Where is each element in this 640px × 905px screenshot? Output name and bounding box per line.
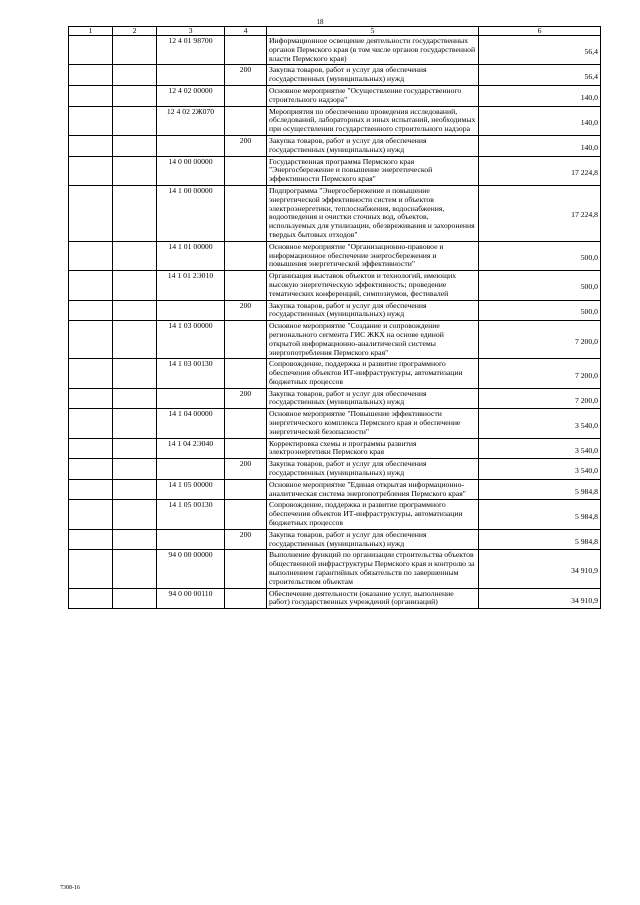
empty-cell: [113, 321, 157, 359]
empty-cell: [113, 359, 157, 388]
amount-cell: 5 984,8: [479, 479, 601, 500]
header-cell: 4: [225, 27, 267, 36]
code-cell: [157, 65, 225, 86]
table-row: [69, 588, 601, 609]
amount-cell: 56,4: [479, 65, 601, 86]
code-cell: 14 1 03 00000: [157, 321, 225, 359]
header-cell: 1: [69, 27, 113, 36]
name-cell: Основное мероприятие "Организационно-правовое и информационное обеспечение энергосбережения и повышения энергетической эффективности": [267, 241, 479, 270]
type-cell: [225, 185, 267, 241]
code-cell: 14 1 04 00000: [157, 409, 225, 438]
amount-cell: 3 540,0: [479, 459, 601, 480]
empty-cell: [113, 85, 157, 106]
amount-cell: 34 910,9: [479, 550, 601, 588]
code-cell: [157, 135, 225, 156]
header-cell: 5: [267, 27, 479, 36]
amount-cell: 500,0: [479, 300, 601, 321]
type-cell: [225, 500, 267, 529]
name-cell: Основное мероприятие "Создание и сопровождение регионального сегмента ГИС ЖКХ на основе единой открытой информационно-аналитической системы энергопотребления Пермского края": [267, 321, 479, 359]
amount-cell: 5 984,8: [479, 529, 601, 550]
table-row: [69, 459, 601, 480]
type-cell: [225, 36, 267, 65]
code-cell: [157, 529, 225, 550]
table-row: [69, 550, 601, 588]
page-number: 18: [316, 18, 324, 26]
empty-cell: [113, 241, 157, 270]
table-row: [69, 85, 601, 106]
type-cell: [225, 588, 267, 609]
code-cell: 14 1 04 2Э040: [157, 438, 225, 459]
empty-cell: [69, 135, 113, 156]
name-cell: Закупка товаров, работ и услуг для обеспечения государственных (муниципальных) нужд: [267, 388, 479, 409]
amount-cell: 140,0: [479, 135, 601, 156]
empty-cell: [69, 241, 113, 270]
header-cell: 2: [113, 27, 157, 36]
type-cell: [225, 156, 267, 185]
header-cell: 3: [157, 27, 225, 36]
type-cell: [225, 271, 267, 300]
empty-cell: [113, 388, 157, 409]
table-row: [69, 271, 601, 300]
table-row: [69, 321, 601, 359]
name-cell: Выполнение функций по организации строительства объектов общественной инфраструктуры Пермского края и контролю за выполнением гарантийных обязательств по завершенным строительством объектам: [267, 550, 479, 588]
name-cell: Закупка товаров, работ и услуг для обеспечения государственных (муниципальных) нужд: [267, 135, 479, 156]
name-cell: Государственная программа Пермского края "Энергосбережение и повышение энергетической эффективности Пермского края": [267, 156, 479, 185]
table-row: [69, 359, 601, 388]
header-cell: 6: [479, 27, 601, 36]
empty-cell: [69, 185, 113, 241]
empty-cell: [113, 65, 157, 86]
empty-cell: [69, 321, 113, 359]
table-row: [69, 500, 601, 529]
code-cell: 14 1 03 00130: [157, 359, 225, 388]
table-row: [69, 135, 601, 156]
amount-cell: 140,0: [479, 106, 601, 135]
empty-cell: [113, 271, 157, 300]
type-cell: 200: [225, 529, 267, 550]
type-cell: 200: [225, 300, 267, 321]
empty-cell: [69, 550, 113, 588]
code-cell: [157, 300, 225, 321]
name-cell: Основное мероприятие "Повышение эффективности энергетического комплекса Пермского края и обеспечение энергетической безопасности": [267, 409, 479, 438]
empty-cell: [113, 409, 157, 438]
table-row: [69, 409, 601, 438]
empty-cell: [69, 36, 113, 65]
table-row: [69, 479, 601, 500]
amount-cell: 7 200,0: [479, 388, 601, 409]
empty-cell: [69, 156, 113, 185]
empty-cell: [113, 106, 157, 135]
empty-cell: [69, 359, 113, 388]
empty-cell: [113, 156, 157, 185]
table-row: [69, 241, 601, 270]
amount-cell: 3 540,0: [479, 409, 601, 438]
empty-cell: [113, 185, 157, 241]
empty-cell: [113, 438, 157, 459]
type-cell: [225, 409, 267, 438]
name-cell: Корректировка схемы и программы развития электроэнергетики Пермского края: [267, 438, 479, 459]
table-row: [69, 438, 601, 459]
table-row: [69, 388, 601, 409]
table-row: [69, 185, 601, 241]
empty-cell: [113, 135, 157, 156]
type-cell: [225, 479, 267, 500]
code-cell: 12 4 02 2Ж070: [157, 106, 225, 135]
amount-cell: 5 984,8: [479, 500, 601, 529]
code-cell: [157, 388, 225, 409]
type-cell: [225, 241, 267, 270]
table-row: [69, 529, 601, 550]
type-cell: [225, 359, 267, 388]
type-cell: [225, 321, 267, 359]
amount-cell: 7 200,0: [479, 359, 601, 388]
name-cell: Основное мероприятие "Единая открытая информационно-аналитическая система энергопотребления Пермского края": [267, 479, 479, 500]
amount-cell: 17 224,8: [479, 156, 601, 185]
amount-cell: 17 224,8: [479, 185, 601, 241]
type-cell: [225, 438, 267, 459]
code-cell: 14 1 05 00130: [157, 500, 225, 529]
code-cell: 12 4 02 00000: [157, 85, 225, 106]
table-row: [69, 65, 601, 86]
footer-code: 7308-16: [60, 885, 80, 891]
code-cell: 14 1 01 2Э010: [157, 271, 225, 300]
amount-cell: 140,0: [479, 85, 601, 106]
code-cell: 14 1 01 00000: [157, 241, 225, 270]
code-cell: 12 4 01 98700: [157, 36, 225, 65]
type-cell: 200: [225, 459, 267, 480]
name-cell: Подпрограмма "Энергосбережение и повышение энергетической эффективности систем и объектов электроэнергетики, теплоснабжения, водоснабжения, водоотведения и очистки сточных вод, объектов, используемых для утилизации, обезвреживания и захоронения твердых бытовых отходов": [267, 185, 479, 241]
name-cell: Информационное освещение деятельности государственных органов Пермского края (в том числе органов государственной власти Пермского края): [267, 36, 479, 65]
empty-cell: [69, 300, 113, 321]
amount-cell: 34 910,9: [479, 588, 601, 609]
name-cell: Закупка товаров, работ и услуг для обеспечения государственных (муниципальных) нужд: [267, 459, 479, 480]
amount-cell: 500,0: [479, 271, 601, 300]
empty-cell: [69, 588, 113, 609]
empty-cell: [113, 300, 157, 321]
empty-cell: [69, 65, 113, 86]
empty-cell: [113, 529, 157, 550]
empty-cell: [113, 500, 157, 529]
amount-cell: 3 540,0: [479, 438, 601, 459]
empty-cell: [69, 479, 113, 500]
type-cell: 200: [225, 388, 267, 409]
table-row: [69, 106, 601, 135]
header-row: [69, 27, 601, 36]
empty-cell: [69, 85, 113, 106]
table-row: [69, 156, 601, 185]
empty-cell: [69, 529, 113, 550]
type-cell: 200: [225, 135, 267, 156]
name-cell: Мероприятия по обеспечению проведения исследований, обследований, лабораторных и иных испытаний, необходимых при осуществлении государственного строительного надзора: [267, 106, 479, 135]
name-cell: Закупка товаров, работ и услуг для обеспечения государственных (муниципальных) нужд: [267, 65, 479, 86]
amount-cell: 7 200,0: [479, 321, 601, 359]
name-cell: Сопровождение, поддержка и развитие программного обеспечения объектов ИТ-инфраструктуры, автоматизации бюджетных процессов: [267, 500, 479, 529]
empty-cell: [113, 588, 157, 609]
code-cell: [157, 459, 225, 480]
empty-cell: [69, 388, 113, 409]
empty-cell: [113, 550, 157, 588]
name-cell: Обеспечение деятельности (оказание услуг, выполнение работ) государственных учреждений (организаций): [267, 588, 479, 609]
empty-cell: [69, 106, 113, 135]
code-cell: 14 1 00 00000: [157, 185, 225, 241]
type-cell: 200: [225, 65, 267, 86]
table-row: [69, 36, 601, 65]
amount-cell: 500,0: [479, 241, 601, 270]
type-cell: [225, 85, 267, 106]
empty-cell: [69, 271, 113, 300]
budget-table: [68, 26, 601, 609]
name-cell: Организация выставок объектов и технологий, имеющих высокую энергетическую эффективность; проведение тематических конференций, симпозиумов, фестивалей: [267, 271, 479, 300]
code-cell: 14 0 00 00000: [157, 156, 225, 185]
empty-cell: [69, 500, 113, 529]
code-cell: 94 0 00 00000: [157, 550, 225, 588]
name-cell: Закупка товаров, работ и услуг для обеспечения государственных (муниципальных) нужд: [267, 529, 479, 550]
code-cell: 14 1 05 00000: [157, 479, 225, 500]
name-cell: Основное мероприятие "Осуществление государственного строительного надзора": [267, 85, 479, 106]
empty-cell: [69, 438, 113, 459]
amount-cell: 56,4: [479, 36, 601, 65]
type-cell: [225, 550, 267, 588]
type-cell: [225, 106, 267, 135]
empty-cell: [113, 479, 157, 500]
table-row: [69, 300, 601, 321]
empty-cell: [113, 459, 157, 480]
name-cell: Закупка товаров, работ и услуг для обеспечения государственных (муниципальных) нужд: [267, 300, 479, 321]
empty-cell: [113, 36, 157, 65]
empty-cell: [69, 409, 113, 438]
empty-cell: [69, 459, 113, 480]
code-cell: 94 0 00 00110: [157, 588, 225, 609]
name-cell: Сопровождение, поддержка и развитие программного обеспечения объектов ИТ-инфраструктуры, автоматизации бюджетных процессов: [267, 359, 479, 388]
